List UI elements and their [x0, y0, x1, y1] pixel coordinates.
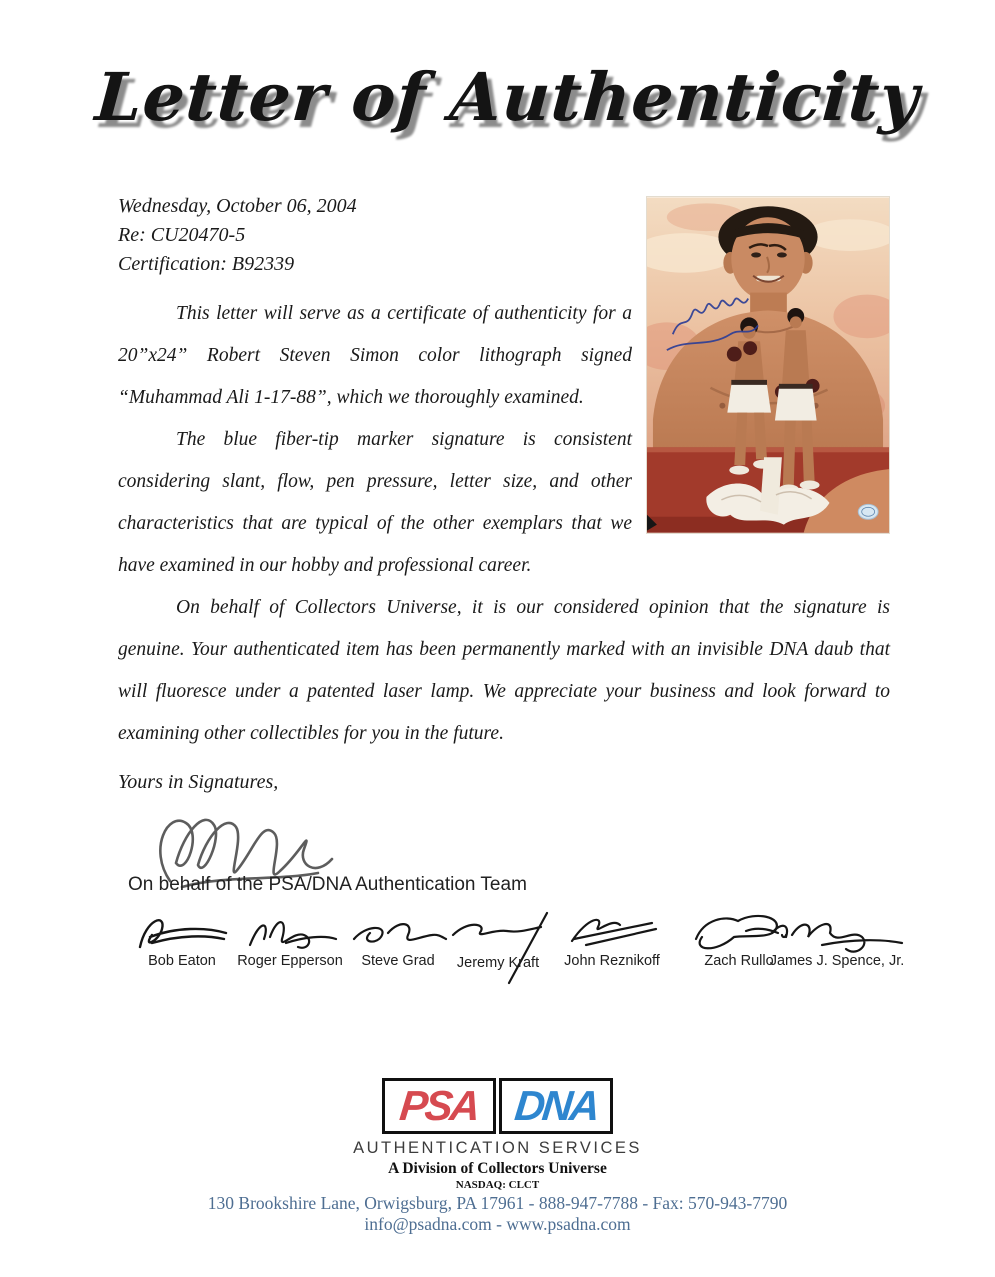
division-line: A Division of Collectors Universe — [388, 1160, 607, 1177]
signer-james-spence — [752, 909, 922, 969]
signer-roger-epperson — [235, 909, 345, 969]
address-line: 130 Brookshire Lane, Orwigsburg, PA 17961 - 888-947-7788 - Fax: 570-943-7790 — [207, 1193, 788, 1213]
certification-line: Certification: B92339 — [118, 253, 295, 275]
psa-sticker — [858, 504, 878, 519]
signature-scribble-icon — [443, 909, 553, 987]
psa-logo-text: PSA — [397, 1082, 481, 1129]
signer-name: Jeremy Kraft — [456, 955, 540, 971]
signer-jeremy-kraft — [443, 909, 553, 971]
nasdaq-line: NASDAQ: CLCT — [455, 1179, 540, 1191]
paragraph-opinion: On behalf of Collectors Universe, it is our considered opinion that the signature is genuine. Your authenticated item has been permanently marked with an invisible DNA daub that will fluoresce under a patented laser lamp. We appreciate your business and look forward to examining other collectibles for you in the future. — [118, 597, 890, 744]
signer-bob-eaton — [127, 909, 237, 969]
dna-logo-text: DNA — [512, 1082, 600, 1129]
ali-lithograph-illustration — [647, 197, 889, 533]
signer-name: James J. Spence, Jr. — [769, 953, 905, 969]
signer-name: Steve Grad — [361, 953, 435, 969]
team-line: On behalf of the PSA/DNA Authentication Team — [128, 874, 527, 895]
signature-scribble-icon — [236, 909, 344, 955]
authentication-services-line: AUTHENTICATION SERVICES — [353, 1139, 642, 1157]
signer-name: Roger Epperson — [237, 953, 343, 969]
paragraph-signature-analysis: The blue fiber-tip marker signature is consistent considering slant, flow, pen pressure, letter size, and other characteristics that are typical of the other exemplars that we have examined in our hobby and professional career. — [118, 429, 632, 576]
signer-name: Zach Rullo — [704, 953, 774, 969]
letter-body — [118, 192, 905, 995]
signer-steve-grad — [343, 909, 453, 969]
signature-scribble-icon — [128, 909, 236, 955]
signer-name: John Reznikoff — [564, 953, 660, 969]
valediction: Yours in Signatures, — [118, 771, 279, 793]
signature-scribble-icon — [556, 909, 668, 955]
dna-logo-cell — [499, 1078, 613, 1134]
paragraph-certificate: This letter will serve as a certificate of authenticity for a 20”x24” Robert Steven Simon color lithograph signed “Muhammad Ali 1-17-88”, which we thoroughly examined. — [118, 303, 632, 408]
signer-name: Bob Eaton — [148, 953, 216, 969]
date-line: Wednesday, October 06, 2004 — [118, 195, 357, 217]
signer-john-reznikoff — [552, 909, 672, 969]
psa-logo-cell — [382, 1078, 496, 1134]
footer — [0, 1078, 995, 1235]
psa-dna-logo — [382, 1078, 613, 1134]
signature-scribble-icon — [344, 909, 452, 955]
signers-row — [118, 909, 905, 995]
re-line: Re: CU20470-5 — [118, 224, 246, 246]
ali-lithograph-photo — [646, 196, 890, 534]
contact-line: info@psadna.com - www.psadna.com — [364, 1214, 631, 1234]
page-title: Letter of Authenticity — [92, 58, 923, 136]
